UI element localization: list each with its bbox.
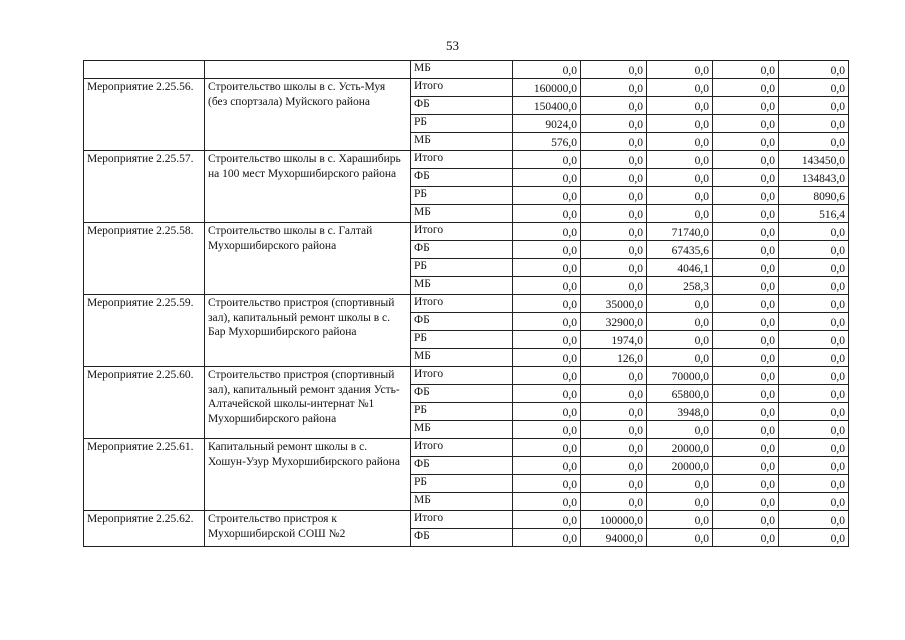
value-cell: 0,0 [581,133,647,151]
table-row [84,367,849,385]
funding-source: ФБ [411,97,513,115]
value-cell: 0,0 [581,493,647,511]
value-cell: 1974,0 [581,331,647,349]
value-cell: 0,0 [513,403,581,421]
funding-source: МБ [411,205,513,223]
value-cell: 0,0 [713,529,779,547]
value-cell: 0,0 [647,349,713,367]
value-cell: 0,0 [647,295,713,313]
value-cell: 0,0 [713,277,779,295]
funding-source: РБ [411,403,513,421]
value-cell: 0,0 [513,421,581,439]
value-cell: 0,0 [713,349,779,367]
value-cell: 0,0 [713,439,779,457]
value-cell: 0,0 [713,259,779,277]
event-code: Мероприятие 2.25.60. [84,367,205,439]
value-cell: 0,0 [581,79,647,97]
value-cell: 0,0 [581,367,647,385]
value-cell: 0,0 [581,205,647,223]
value-cell: 0,0 [513,331,581,349]
value-cell: 0,0 [513,187,581,205]
value-cell: 0,0 [647,133,713,151]
value-cell: 0,0 [513,385,581,403]
value-cell: 0,0 [779,439,849,457]
value-cell: 0,0 [647,115,713,133]
value-cell: 0,0 [713,61,779,79]
value-cell: 0,0 [513,493,581,511]
empty-cell [84,61,205,79]
value-cell: 0,0 [779,349,849,367]
value-cell: 0,0 [713,331,779,349]
value-cell: 0,0 [713,313,779,331]
value-cell: 0,0 [581,223,647,241]
table-row [84,79,849,97]
funding-source: Итого [411,439,513,457]
funding-source: МБ [411,421,513,439]
table-row [84,295,849,313]
event-description: Строительство пристроя к Мухоршибирской СОШ №2 [205,511,411,547]
value-cell: 0,0 [713,457,779,475]
value-cell: 0,0 [581,457,647,475]
funding-source: ФБ [411,529,513,547]
funding-source: ФБ [411,313,513,331]
event-code: Мероприятие 2.25.57. [84,151,205,223]
value-cell: 0,0 [779,475,849,493]
value-cell: 143450,0 [779,151,849,169]
value-cell: 0,0 [713,223,779,241]
value-cell: 0,0 [513,259,581,277]
value-cell: 70000,0 [647,367,713,385]
value-cell: 0,0 [647,79,713,97]
value-cell: 0,0 [647,169,713,187]
event-description: Строительство школы в с. Усть-Муя (без спортзала) Муйского района [205,79,411,151]
value-cell: 0,0 [647,151,713,169]
page-number: 53 [446,38,459,53]
value-cell: 0,0 [779,97,849,115]
funding-source: ФБ [411,241,513,259]
value-cell: 0,0 [713,241,779,259]
table-row [84,151,849,169]
value-cell: 0,0 [581,385,647,403]
value-cell: 0,0 [779,385,849,403]
value-cell: 0,0 [779,421,849,439]
value-cell: 0,0 [713,169,779,187]
value-cell: 0,0 [581,151,647,169]
value-cell: 0,0 [779,403,849,421]
value-cell: 0,0 [647,529,713,547]
event-description: Строительство пристроя (спортивный зал), капитальный ремонт школы в с. Бар Мухоршибирского района [205,295,411,367]
value-cell: 0,0 [513,295,581,313]
empty-cell [205,61,411,79]
value-cell: 0,0 [581,421,647,439]
value-cell: 0,0 [713,475,779,493]
value-cell: 0,0 [647,97,713,115]
value-cell: 32900,0 [581,313,647,331]
budget-table [83,60,849,547]
value-cell: 0,0 [779,241,849,259]
funding-source: ФБ [411,169,513,187]
value-cell: 0,0 [513,277,581,295]
value-cell: 0,0 [713,403,779,421]
value-cell: 0,0 [713,385,779,403]
funding-source: МБ [411,493,513,511]
value-cell: 0,0 [713,295,779,313]
value-cell: 0,0 [513,511,581,529]
value-cell: 0,0 [513,241,581,259]
value-cell: 0,0 [779,367,849,385]
value-cell: 0,0 [581,115,647,133]
value-cell: 0,0 [779,115,849,133]
event-code: Мероприятие 2.25.61. [84,439,205,511]
value-cell: 0,0 [513,439,581,457]
funding-source: Итого [411,151,513,169]
event-description: Строительство школы в с. Харашибирь на 100 мест Мухоршибирского района [205,151,411,223]
value-cell: 160000,0 [513,79,581,97]
funding-source: МБ [411,133,513,151]
value-cell: 0,0 [647,475,713,493]
value-cell: 0,0 [713,187,779,205]
value-cell: 0,0 [713,421,779,439]
value-cell: 0,0 [713,511,779,529]
funding-source: Итого [411,511,513,529]
event-description: Строительство школы в с. Галтай Мухоршибирского района [205,223,411,295]
value-cell: 0,0 [513,151,581,169]
value-cell: 0,0 [647,187,713,205]
funding-source: РБ [411,475,513,493]
funding-source: Итого [411,79,513,97]
value-cell: 0,0 [581,259,647,277]
value-cell: 0,0 [779,493,849,511]
table-row [84,61,849,79]
value-cell: 65800,0 [647,385,713,403]
value-cell: 0,0 [513,529,581,547]
value-cell: 0,0 [779,313,849,331]
table-body [84,61,849,547]
value-cell: 0,0 [647,313,713,331]
value-cell: 0,0 [779,277,849,295]
funding-source: Итого [411,295,513,313]
value-cell: 0,0 [513,205,581,223]
event-code: Мероприятие 2.25.56. [84,79,205,151]
value-cell: 0,0 [513,475,581,493]
table-row [84,439,849,457]
value-cell: 0,0 [581,403,647,421]
value-cell: 0,0 [647,205,713,223]
value-cell: 0,0 [513,313,581,331]
value-cell: 0,0 [779,331,849,349]
funding-source: ФБ [411,457,513,475]
value-cell: 0,0 [713,493,779,511]
value-cell: 0,0 [513,349,581,367]
value-cell: 4046,1 [647,259,713,277]
value-cell: 0,0 [713,133,779,151]
value-cell: 0,0 [581,97,647,115]
value-cell: 0,0 [581,169,647,187]
value-cell: 0,0 [513,169,581,187]
value-cell: 0,0 [713,367,779,385]
value-cell: 0,0 [779,259,849,277]
funding-source: РБ [411,187,513,205]
value-cell: 20000,0 [647,457,713,475]
value-cell: 0,0 [647,493,713,511]
value-cell: 516,4 [779,205,849,223]
table-row [84,223,849,241]
value-cell: 576,0 [513,133,581,151]
value-cell: 94000,0 [581,529,647,547]
value-cell: 0,0 [581,439,647,457]
value-cell: 150400,0 [513,97,581,115]
value-cell: 0,0 [779,529,849,547]
event-description: Капитальный ремонт школы в с. Хошун-Узур Мухоршибирского района [205,439,411,511]
event-code: Мероприятие 2.25.62. [84,511,205,547]
event-description: Строительство пристроя (спортивный зал), капитальный ремонт здания Усть-Алтачейской школы-интернат №1 Мухоршибирского района [205,367,411,439]
funding-source: МБ [411,349,513,367]
value-cell: 0,0 [779,457,849,475]
funding-source: РБ [411,331,513,349]
value-cell: 0,0 [647,421,713,439]
value-cell: 0,0 [513,223,581,241]
value-cell: 126,0 [581,349,647,367]
value-cell: 0,0 [713,115,779,133]
value-cell: 0,0 [647,331,713,349]
table-row [84,511,849,529]
funding-source: Итого [411,367,513,385]
funding-source: МБ [411,61,513,79]
value-cell: 0,0 [581,241,647,259]
value-cell: 134843,0 [779,169,849,187]
funding-source: РБ [411,115,513,133]
value-cell: 8090,6 [779,187,849,205]
value-cell: 71740,0 [647,223,713,241]
funding-source: Итого [411,223,513,241]
event-code: Мероприятие 2.25.58. [84,223,205,295]
value-cell: 0,0 [581,187,647,205]
value-cell: 258,3 [647,277,713,295]
funding-source: ФБ [411,385,513,403]
value-cell: 0,0 [647,61,713,79]
value-cell: 9024,0 [513,115,581,133]
value-cell: 0,0 [779,295,849,313]
value-cell: 100000,0 [581,511,647,529]
value-cell: 0,0 [779,61,849,79]
value-cell: 0,0 [713,151,779,169]
value-cell: 0,0 [713,205,779,223]
funding-source: МБ [411,277,513,295]
value-cell: 0,0 [581,475,647,493]
value-cell: 0,0 [581,277,647,295]
value-cell: 35000,0 [581,295,647,313]
event-code: Мероприятие 2.25.59. [84,295,205,367]
value-cell: 0,0 [513,61,581,79]
value-cell: 20000,0 [647,439,713,457]
value-cell: 0,0 [713,97,779,115]
value-cell: 3948,0 [647,403,713,421]
value-cell: 0,0 [779,223,849,241]
value-cell: 0,0 [513,457,581,475]
value-cell: 0,0 [779,79,849,97]
value-cell: 0,0 [581,61,647,79]
value-cell: 0,0 [513,367,581,385]
funding-source: РБ [411,259,513,277]
value-cell: 67435,6 [647,241,713,259]
value-cell: 0,0 [779,133,849,151]
value-cell: 0,0 [713,79,779,97]
value-cell: 0,0 [647,511,713,529]
value-cell: 0,0 [779,511,849,529]
